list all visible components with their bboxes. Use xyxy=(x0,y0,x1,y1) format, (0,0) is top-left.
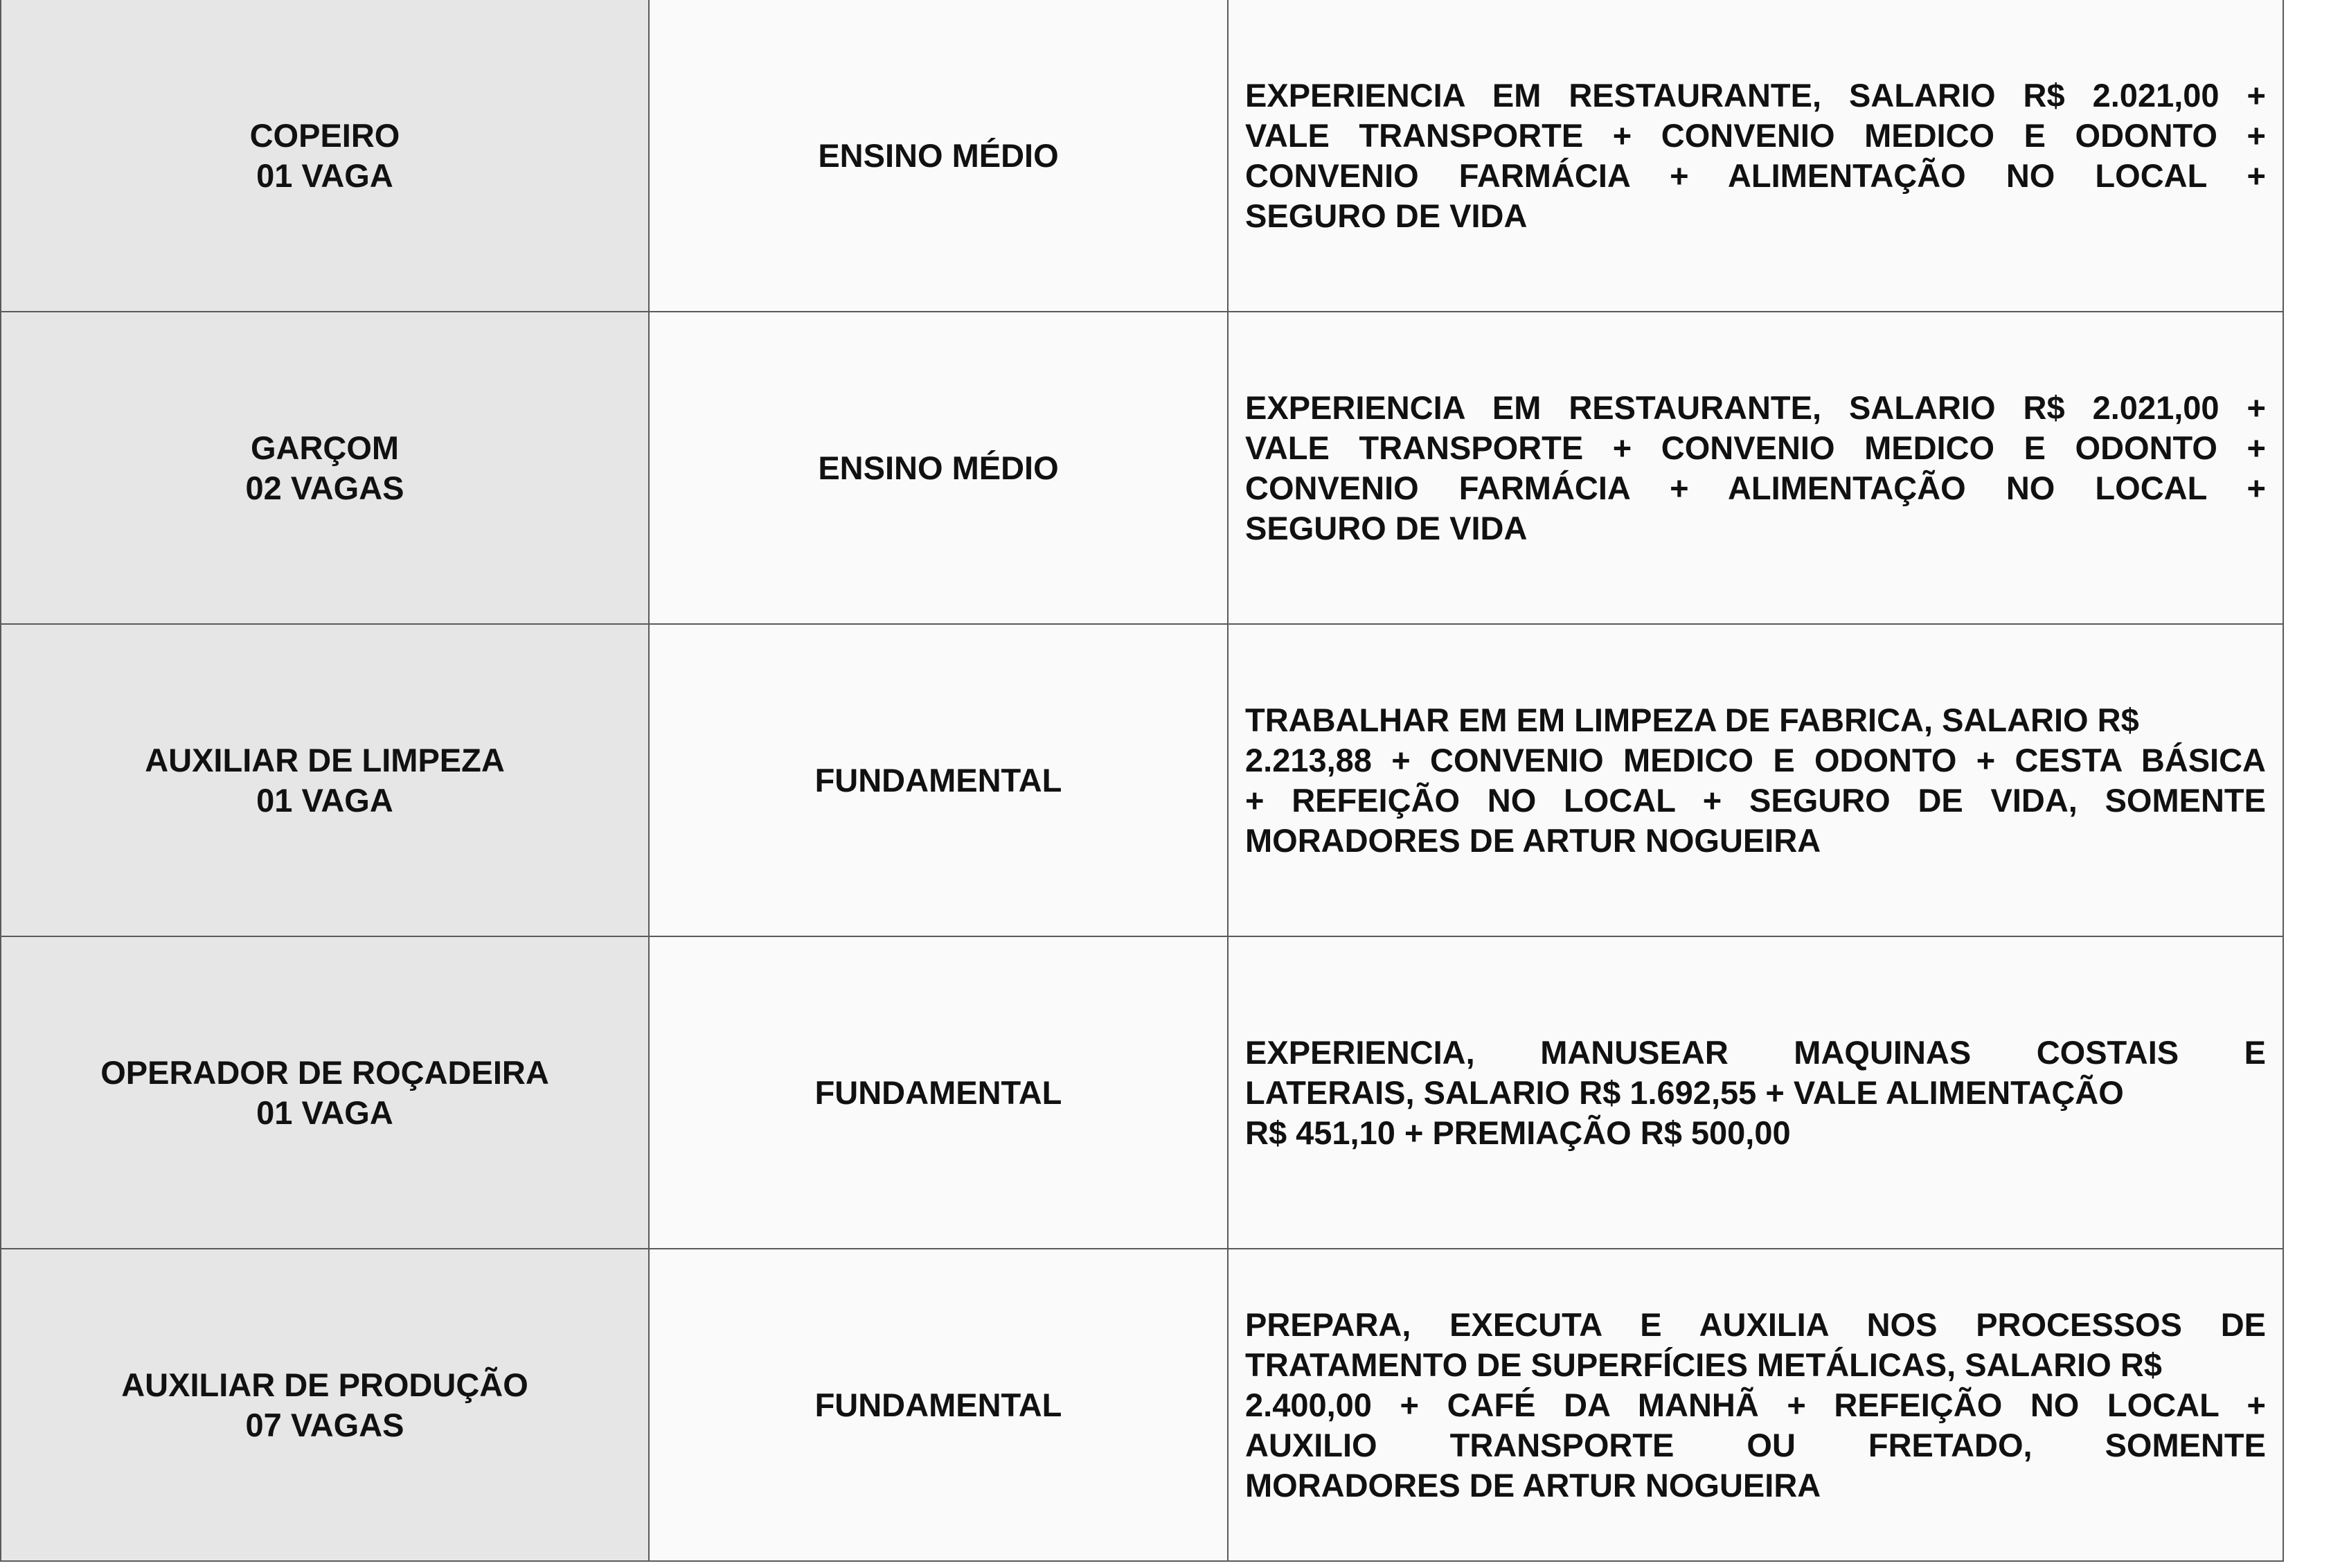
education-level: FUNDAMENTAL xyxy=(814,1073,1062,1111)
description-line: PREPARA, EXECUTA E AUXILIA NOS PROCESSOS DE xyxy=(1245,1306,2266,1343)
job-openings: 01 VAGA xyxy=(256,781,393,819)
description-line: R$ 451,10 + PREMIAÇÃO R$ 500,00 xyxy=(1245,1114,1791,1151)
description-line: EXPERIENCIA EM RESTAURANTE, SALARIO R$ 2.021,00 + xyxy=(1245,76,2266,114)
job-listings-body xyxy=(1,0,2283,1561)
education-cell xyxy=(649,0,1228,312)
education-level: ENSINO MÉDIO xyxy=(818,136,1059,174)
job-title: AUXILIAR DE LIMPEZA xyxy=(145,741,505,778)
education-cell xyxy=(649,936,1228,1249)
job-title-cell xyxy=(1,1249,649,1561)
job-title-cell xyxy=(1,936,649,1249)
description-line: TRATAMENTO DE SUPERFÍCIES METÁLICAS, SALARIO R$ xyxy=(1245,1346,2162,1383)
description-line: TRABALHAR EM EM LIMPEZA DE FABRICA, SALARIO R$ xyxy=(1245,701,2139,738)
description-line: CONVENIO FARMÁCIA + ALIMENTAÇÃO NO LOCAL + xyxy=(1245,157,2266,194)
description-line: AUXILIO TRANSPORTE OU FRETADO, SOMENTE xyxy=(1245,1426,2266,1463)
job-title: GARÇOM xyxy=(250,429,400,466)
description-line: + REFEIÇÃO NO LOCAL + SEGURO DE VIDA, SOMENTE xyxy=(1245,781,2266,819)
description-line: SEGURO DE VIDA xyxy=(1245,197,1528,234)
education-level: ENSINO MÉDIO xyxy=(818,449,1059,486)
description-line: MORADORES DE ARTUR NOGUEIRA xyxy=(1245,821,1821,859)
description-line: VALE TRANSPORTE + CONVENIO MEDICO E ODONTO + xyxy=(1245,116,2266,154)
job-openings: 01 VAGA xyxy=(256,157,393,194)
description-line: SEGURO DE VIDA xyxy=(1245,509,1528,546)
job-title-cell xyxy=(1,312,649,624)
job-openings: 07 VAGAS xyxy=(245,1406,404,1443)
description-line: CONVENIO FARMÁCIA + ALIMENTAÇÃO NO LOCAL + xyxy=(1245,469,2266,506)
job-openings: 01 VAGA xyxy=(256,1094,393,1131)
description-cell xyxy=(1228,936,2283,1249)
education-cell xyxy=(649,1249,1228,1561)
description-line: 2.213,88 + CONVENIO MEDICO E ODONTO + CESTA BÁSICA xyxy=(1245,741,2266,778)
job-title: OPERADOR DE ROÇADEIRA xyxy=(100,1053,549,1091)
education-cell xyxy=(649,312,1228,624)
job-title-cell xyxy=(1,624,649,936)
description-line: 2.400,00 + CAFÉ DA MANHÃ + REFEIÇÃO NO LOCAL + xyxy=(1245,1386,2266,1423)
table-row xyxy=(1,624,2283,936)
description-cell xyxy=(1228,312,2283,624)
table-row xyxy=(1,312,2283,624)
job-title-cell xyxy=(1,0,649,312)
table-row xyxy=(1,0,2283,312)
job-openings: 02 VAGAS xyxy=(245,469,404,506)
education-level: FUNDAMENTAL xyxy=(814,1386,1062,1423)
description-line: VALE TRANSPORTE + CONVENIO MEDICO E ODONTO + xyxy=(1245,429,2266,466)
description-line: MORADORES DE ARTUR NOGUEIRA xyxy=(1245,1466,1821,1504)
job-title: COPEIRO xyxy=(249,116,400,154)
job-title: AUXILIAR DE PRODUÇÃO xyxy=(121,1366,528,1403)
description-cell xyxy=(1228,1249,2283,1561)
description-line: EXPERIENCIA, MANUSEAR MAQUINAS COSTAIS E xyxy=(1245,1033,2266,1071)
table-row xyxy=(1,1249,2283,1561)
description-line: LATERAIS, SALARIO R$ 1.692,55 + VALE ALIMENTAÇÃO xyxy=(1245,1073,2124,1111)
education-level: FUNDAMENTAL xyxy=(814,761,1062,799)
description-cell xyxy=(1228,624,2283,936)
table-row xyxy=(1,936,2283,1249)
description-line: EXPERIENCIA EM RESTAURANTE, SALARIO R$ 2.021,00 + xyxy=(1245,389,2266,426)
description-cell xyxy=(1228,0,2283,312)
education-cell xyxy=(649,624,1228,936)
